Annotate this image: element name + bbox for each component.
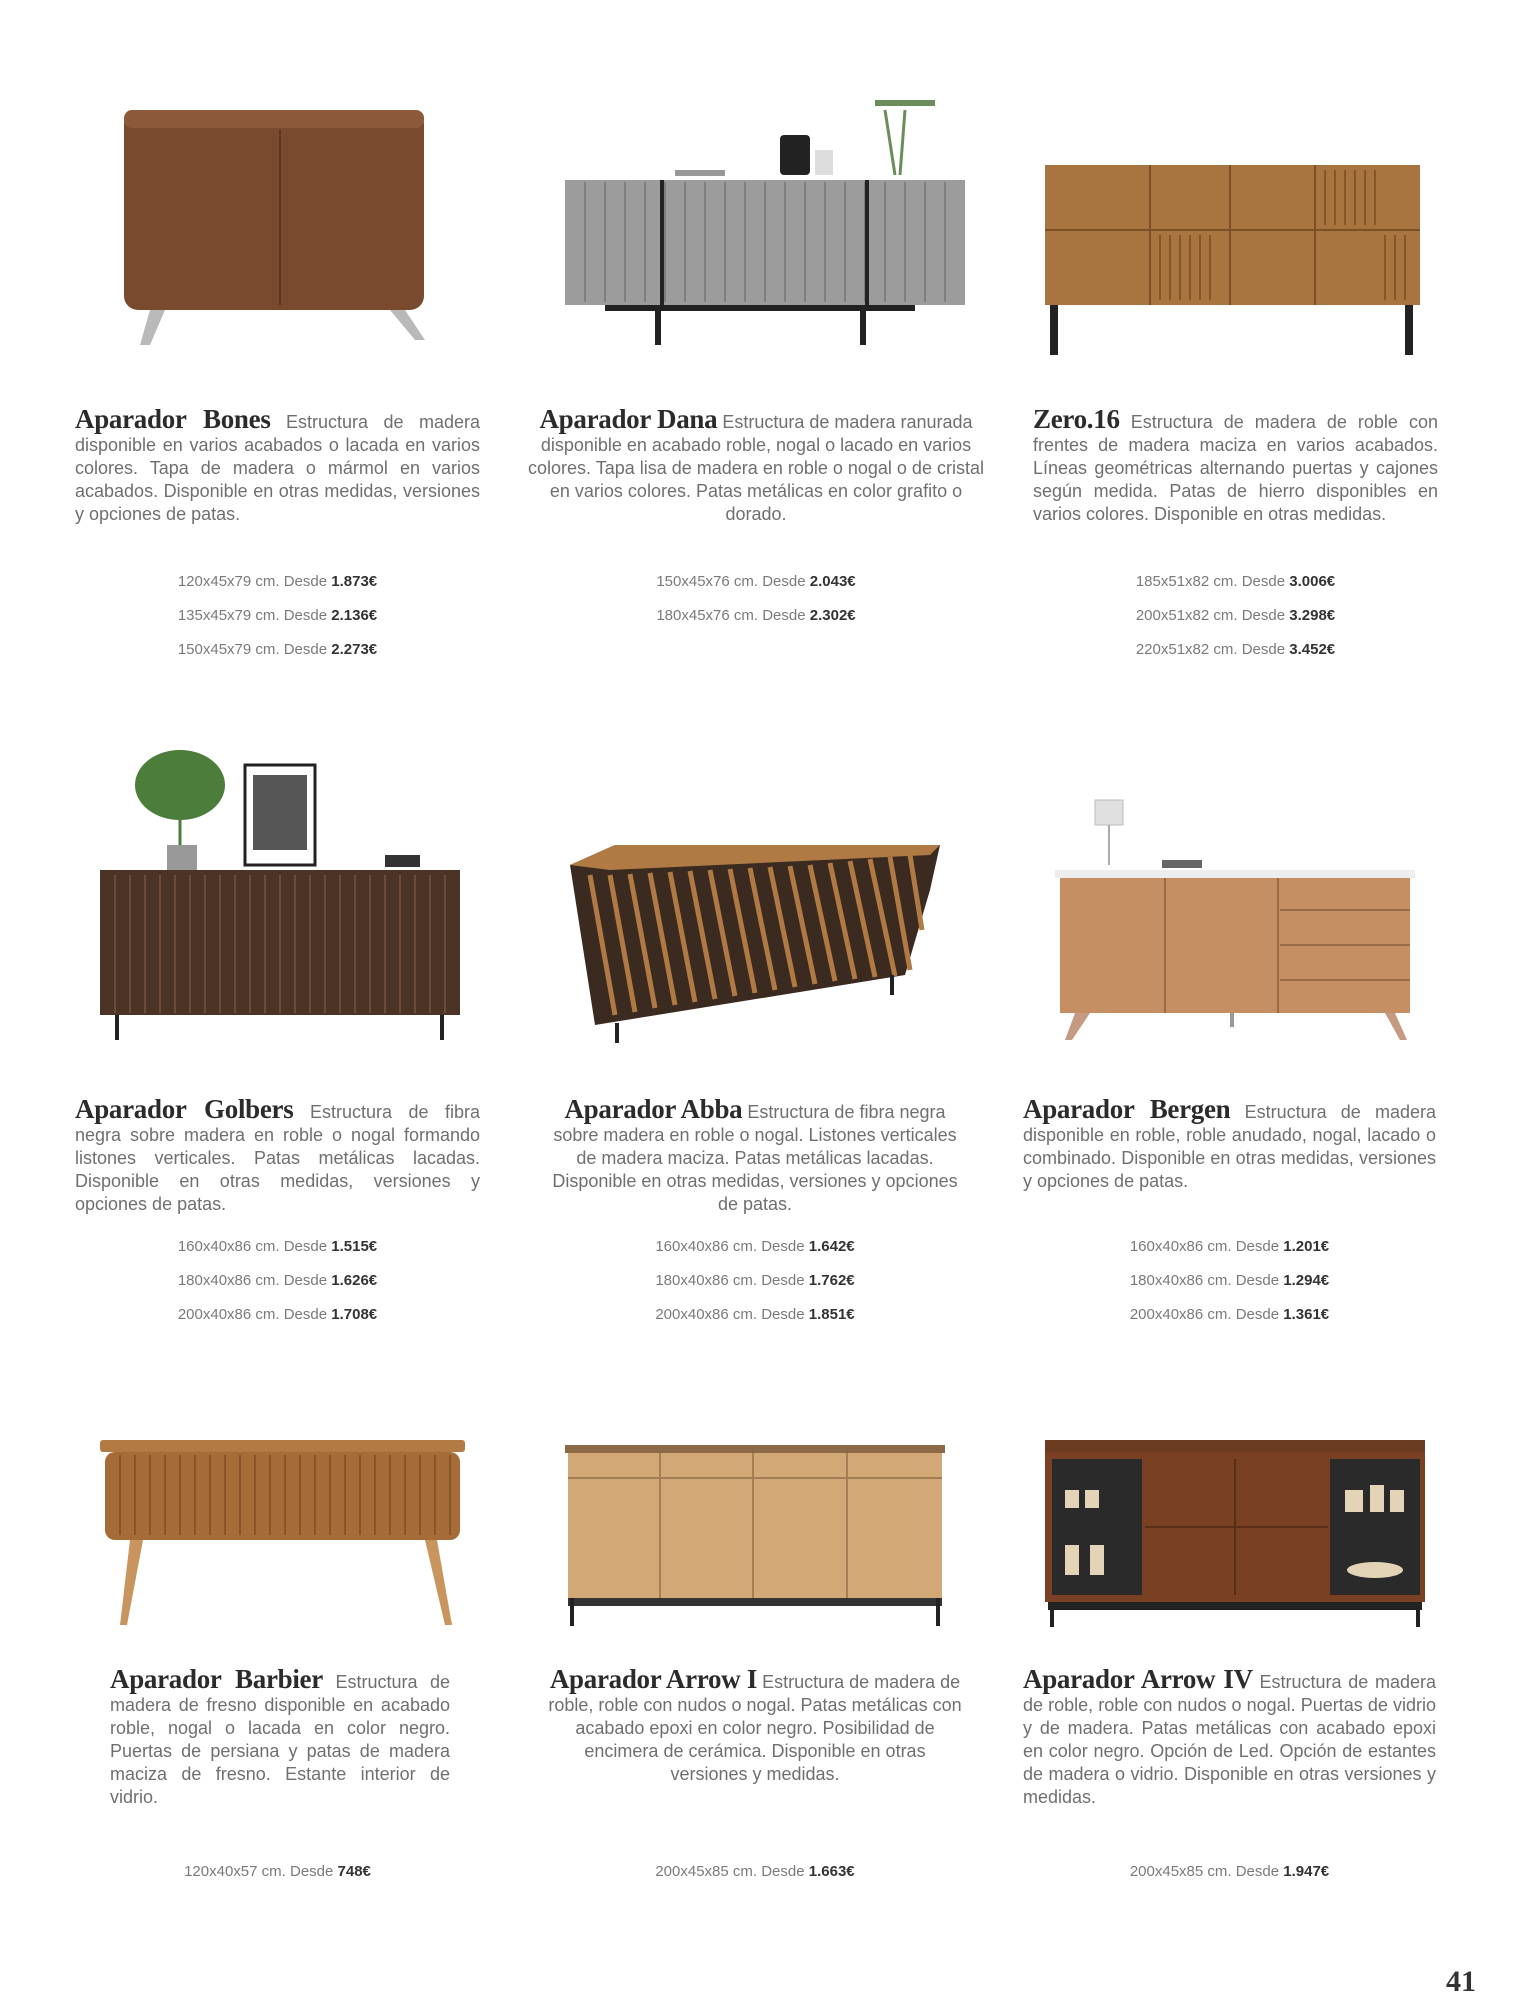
sideboard-zero16-image (1040, 160, 1425, 360)
price-row: 200x40x86 cm. Desde 1.851€ (655, 1306, 855, 1323)
price-list (1023, 1230, 1436, 1332)
product-description (525, 404, 987, 526)
price-row: 180x40x86 cm. Desde 1.294€ (1129, 1272, 1330, 1289)
product-description-text: Estructura de madera ranurada disponible en acabado roble, nogal o lacado en varios colores. Tapa lisa de madera en roble o nogal o de cristal en varios colores. Patas metálicas en color grafito o dorado. (528, 412, 984, 524)
sideboard-dana-image (555, 90, 975, 355)
product-description (1023, 1094, 1436, 1193)
sideboard-bones-image (110, 95, 440, 360)
product-description (1023, 1664, 1436, 1809)
product-name: Aparador Dana (539, 404, 718, 434)
product-name: Aparador Arrow I (549, 1664, 758, 1694)
price-list (1023, 1855, 1436, 1889)
sideboard-abba-image (560, 830, 945, 1045)
page-number: 41 (1446, 1965, 1476, 1998)
product-description (75, 404, 480, 526)
product-name: Aparador Barbier (110, 1664, 323, 1694)
price-row: 200x40x86 cm. Desde 1.361€ (1129, 1306, 1330, 1323)
price-row: 180x40x86 cm. Desde 1.626€ (177, 1272, 378, 1289)
price-list (75, 1855, 480, 1889)
product-description-text: Estructura de fibra negra sobre madera en roble o nogal formando listones verticales. Patas metálicas lacadas. Disponible en otras medidas, versiones y opciones de patas. (75, 1102, 480, 1214)
price-list (525, 565, 987, 633)
product-name: Aparador Bones (75, 404, 271, 434)
price-row: 120x45x79 cm. Desde 1.873€ (177, 573, 378, 590)
product-name: Aparador Golbers (75, 1094, 294, 1124)
price-list (545, 1855, 965, 1889)
price-row: 180x40x86 cm. Desde 1.762€ (655, 1272, 855, 1289)
product-description (75, 1094, 480, 1216)
price-row: 160x40x86 cm. Desde 1.642€ (655, 1238, 855, 1255)
product-description-text: Estructura de madera disponible en varios acabados o lacada en varios colores. Tapa de madera o mármol en varios acabados. Disponible en otras medidas, versiones y opciones de patas. (75, 412, 480, 524)
sideboard-golbers-image (95, 725, 465, 1045)
price-row: 160x40x86 cm. Desde 1.515€ (177, 1238, 378, 1255)
sideboard-arrow-i-image (560, 1440, 950, 1630)
price-row: 220x51x82 cm. Desde 3.452€ (1135, 641, 1336, 658)
price-list (75, 1230, 480, 1332)
price-row: 200x40x86 cm. Desde 1.708€ (177, 1306, 378, 1323)
price-row: 200x45x85 cm. Desde 1.663€ (655, 1863, 855, 1880)
product-description (545, 1664, 965, 1786)
product-name: Aparador Bergen (1023, 1094, 1231, 1124)
product-description (545, 1094, 965, 1216)
sideboard-arrow-iv-image (1040, 1435, 1430, 1630)
price-row: 120x40x57 cm. Desde 748€ (184, 1863, 371, 1880)
product-description-text: Estructura de madera de roble con frentes de madera maciza en varios acabados. Líneas geométricas alternando puertas y cajones según medida. Patas de hierro disponibles en varios colores. Disponible en otras medidas. (1033, 412, 1438, 524)
product-description (110, 1664, 450, 1809)
product-name: Aparador Arrow IV (1023, 1664, 1253, 1694)
price-list (545, 1230, 965, 1332)
product-name: Aparador Abba (564, 1094, 743, 1124)
price-row: 150x45x76 cm. Desde 2.043€ (656, 573, 856, 590)
price-row: 160x40x86 cm. Desde 1.201€ (1129, 1238, 1330, 1255)
sideboard-bergen-image (1050, 795, 1420, 1045)
sideboard-barbier-image (95, 1435, 470, 1630)
price-row: 180x45x76 cm. Desde 2.302€ (656, 607, 856, 624)
price-row: 135x45x79 cm. Desde 2.136€ (177, 607, 378, 624)
price-row: 150x45x79 cm. Desde 2.273€ (177, 641, 378, 658)
product-description-text: Estructura de madera de roble, roble con nudos o nogal. Patas metálicas con acabado epoxi en color negro. Posibilidad de encimera de cerámica. Disponible en otras versiones y medidas. (548, 1672, 962, 1784)
product-description-text: Estructura de madera de roble, roble con nudos o nogal. Puertas de vidrio y de madera. Patas metálicas con acabado epoxi en color negro. Opción de Led. Opción de estantes de madera o vidrio. Disponible en otras versiones y medidas. (1023, 1672, 1436, 1807)
price-row: 200x45x85 cm. Desde 1.947€ (1129, 1863, 1330, 1880)
product-description (1033, 404, 1438, 526)
product-description-text: Estructura de fibra negra sobre madera en roble o nogal. Listones verticales de madera maciza. Patas metálicas lacadas. Disponible en otras medidas, versiones y opciones de patas. (552, 1102, 958, 1214)
product-description-text: Estructura de madera de fresno disponible en acabado roble, nogal o lacada en color negro. Puertas de persiana y patas de madera maciza de fresno. Estante interior de vidrio. (110, 1672, 450, 1807)
price-row: 200x51x82 cm. Desde 3.298€ (1135, 607, 1336, 624)
product-name: Zero.16 (1033, 404, 1120, 434)
product-description-text: Estructura de madera disponible en roble, roble anudado, nogal, lacado o combinado. Disponible en otras medidas, versiones y opciones de patas. (1023, 1102, 1436, 1191)
price-row: 185x51x82 cm. Desde 3.006€ (1135, 573, 1336, 590)
price-list (75, 565, 480, 667)
price-list (1033, 565, 1438, 667)
